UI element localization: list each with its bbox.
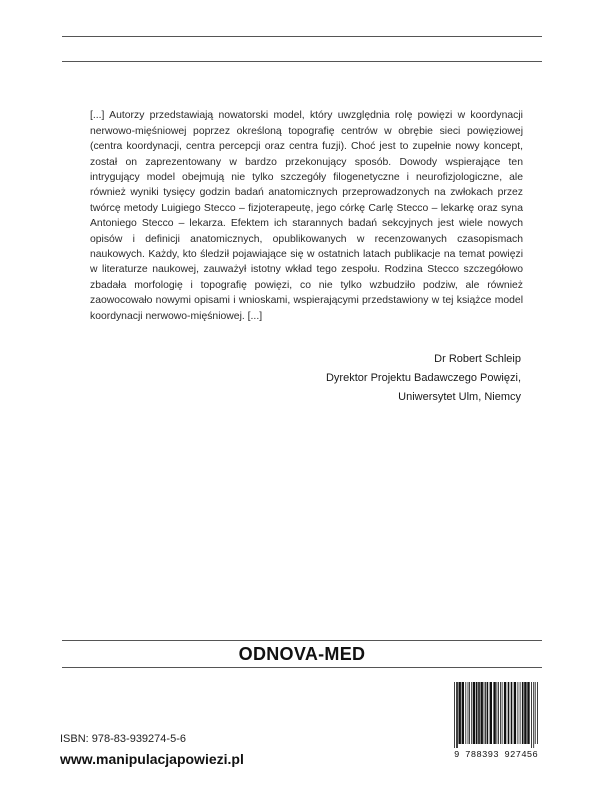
barcode-bar xyxy=(462,682,464,744)
barcode-bar xyxy=(459,682,461,744)
barcode-bar xyxy=(454,682,455,748)
publisher-bottom-line xyxy=(62,667,542,668)
barcode-bar xyxy=(498,682,499,744)
barcode-bar xyxy=(468,682,469,744)
isbn-barcode xyxy=(450,680,542,764)
barcode-bar xyxy=(469,682,470,744)
barcode-bar xyxy=(531,682,532,748)
barcode-bar xyxy=(524,682,526,744)
barcode-bar xyxy=(520,682,521,744)
barcode-bar xyxy=(511,682,513,744)
barcode-bar xyxy=(537,682,538,744)
barcode-bar xyxy=(473,682,475,744)
barcode-bar xyxy=(508,682,510,744)
barcode-bar xyxy=(518,682,519,744)
barcode-bar xyxy=(533,682,534,748)
barcode-bar xyxy=(456,682,458,748)
barcode-bar xyxy=(502,682,503,744)
barcode-bar xyxy=(514,682,516,744)
barcode-bar xyxy=(485,682,486,744)
barcode-digits: 9 788393 927456 xyxy=(453,750,538,760)
barcode-bar xyxy=(471,682,472,744)
barcode-bar xyxy=(497,682,498,744)
barcode-bar xyxy=(487,682,489,744)
barcode-bar xyxy=(504,682,506,744)
barcode-bar xyxy=(493,682,495,744)
publisher-name: ODNOVA-MED xyxy=(238,644,366,664)
barcode-bar xyxy=(476,682,478,744)
barcode-bars xyxy=(450,680,542,750)
signature-institution: Uniwersytet Ulm, Niemcy xyxy=(398,391,521,403)
top-divider-line-second xyxy=(62,61,542,62)
barcode-bar xyxy=(522,682,524,744)
isbn-text: ISBN: 978-83-939274-5-6 xyxy=(60,733,186,745)
endorsement-signature xyxy=(326,350,521,407)
barcode-bar xyxy=(481,682,483,744)
publisher-top-line xyxy=(62,640,542,641)
top-divider-line xyxy=(62,36,542,37)
website-url: www.manipulacjapowiezi.pl xyxy=(60,751,244,767)
barcode-bar xyxy=(535,682,536,744)
barcode-bar xyxy=(484,682,485,744)
barcode-bar xyxy=(465,682,466,744)
description-paragraph: [...] Autorzy przedstawiają nowatorski model, który uwzględnia rolę powięzi w koordynacji nerwowo-mięśniowej poprzez określoną topografię centrów w obrębie sieci powięziowej (centra koordynacji, centra percepcji oraz centra fuzji). Choć jest to zupełnie nowy koncept, został on zaprezentowany w bardzo przekonujący sposób. Dowody wspierające ten intrygujący model obejmują nie tylko szczegóły filogenetyczne i neurofizjologiczne, ale również wyniki tysięcy godzin badań anatomicznych przeprowadzonych na zwłokach przez twórcę metody Luigiego Stecco – fizjoterapeutę, jego córkę Carlę Stecco – lekarkę oraz syna Antoniego Stecco – lekarza. Efektem ich starannych badań sekcyjnych jest wiele nowych opisów i definicji anatomicznych, opublikowanych w recenzowanych czasopismach naukowych. Każdy, kto śledził pojawiające się w ostatnich latach publikacje na temat powięzi w literaturze naukowej, zauważył istotny wkład tego zespołu. Rodzina Stecco szczegółowo zbadała morfologię i topografię powięzi, co nie tylko wzbudziło podziw, ale również zaowocowało nowymi opisami i wnioskami, wspierającymi przedstawiony w tej książce model koordynacji nerwowo-mięśniowej. [...] xyxy=(90,110,523,322)
barcode-bar xyxy=(490,682,492,744)
barcode-bar xyxy=(478,682,480,744)
signature-name: Dr Robert Schleip xyxy=(434,353,521,365)
barcode-bar xyxy=(500,682,501,744)
barcode-bar xyxy=(527,682,529,744)
signature-role: Dyrektor Projektu Badawczego Powięzi, xyxy=(325,372,521,384)
